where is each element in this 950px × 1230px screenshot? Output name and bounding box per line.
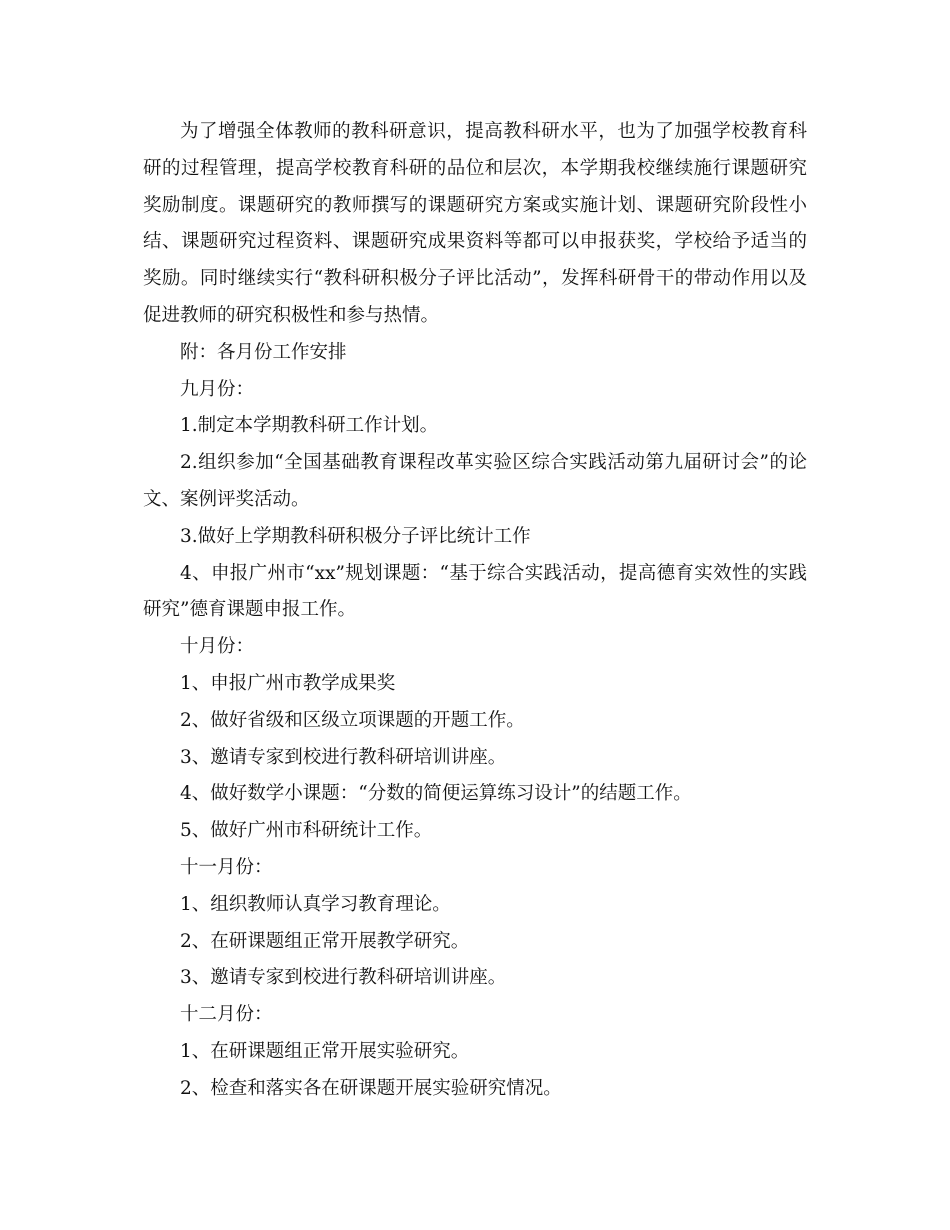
list-item: 1、组织教师认真学习教育理论。 — [180, 893, 451, 915]
appendix-heading: 附：各月份工作安排 — [180, 341, 347, 363]
list-item: 3、邀请专家到校进行教科研培训讲座。 — [180, 746, 507, 768]
list-item: 3、邀请专家到校进行教科研培训讲座。 — [180, 967, 507, 989]
list-item: 4、申报广州市“xx”规划课题：“基于综合实践活动，提高德育实效性的实践研究”德育课题申报工作。 — [143, 562, 807, 621]
list-item: 4、做好数学小课题：“分数的简便运算练习设计”的结题工作。 — [180, 783, 692, 805]
month-heading-october: 十月份： — [180, 636, 255, 658]
month-heading-december: 十二月份： — [180, 1004, 273, 1026]
list-item: 2、在研课题组正常开展教学研究。 — [180, 930, 470, 952]
list-item: 3.做好上学期教科研积极分子评比统计工作 — [180, 525, 531, 547]
month-heading-september: 九月份： — [180, 378, 255, 400]
list-item: 2、检查和落实各在研课题开展实验研究情况。 — [180, 1077, 562, 1099]
list-item: 5、做好广州市科研统计工作。 — [180, 820, 433, 842]
month-heading-november: 十一月份： — [180, 856, 273, 878]
document-body — [143, 114, 807, 1108]
list-item: 1、在研课题组正常开展实验研究。 — [180, 1040, 470, 1062]
list-item: 1、申报广州市教学成果奖 — [180, 672, 396, 694]
list-item: 2.组织参加“全国基础教育课程改革实验区综合实践活动第九届研讨会”的论文、案例评奖活动。 — [143, 452, 807, 510]
list-item: 2、做好省级和区级立项课题的开题工作。 — [180, 709, 525, 731]
intro-paragraph: 为了增强全体教师的教科研意识，提高教科研水平，也为了加强学校教育科研的过程管理，提高学校教育科研的品位和层次，本学期我校继续施行课题研究奖励制度。课题研究的教师撰写的课题研究方案或实施计划、课题研究阶段性小结、课题研究过程资料、课题研究成果资料等都可以申报获奖，学校给予适当的奖励。同时继续实行“教科研积极分子评比活动”，发挥科研骨干的带动作用以及促进教师的研究积极性和参与热情。 — [143, 121, 807, 326]
list-item: 1.制定本学期教科研工作计划。 — [180, 415, 439, 437]
